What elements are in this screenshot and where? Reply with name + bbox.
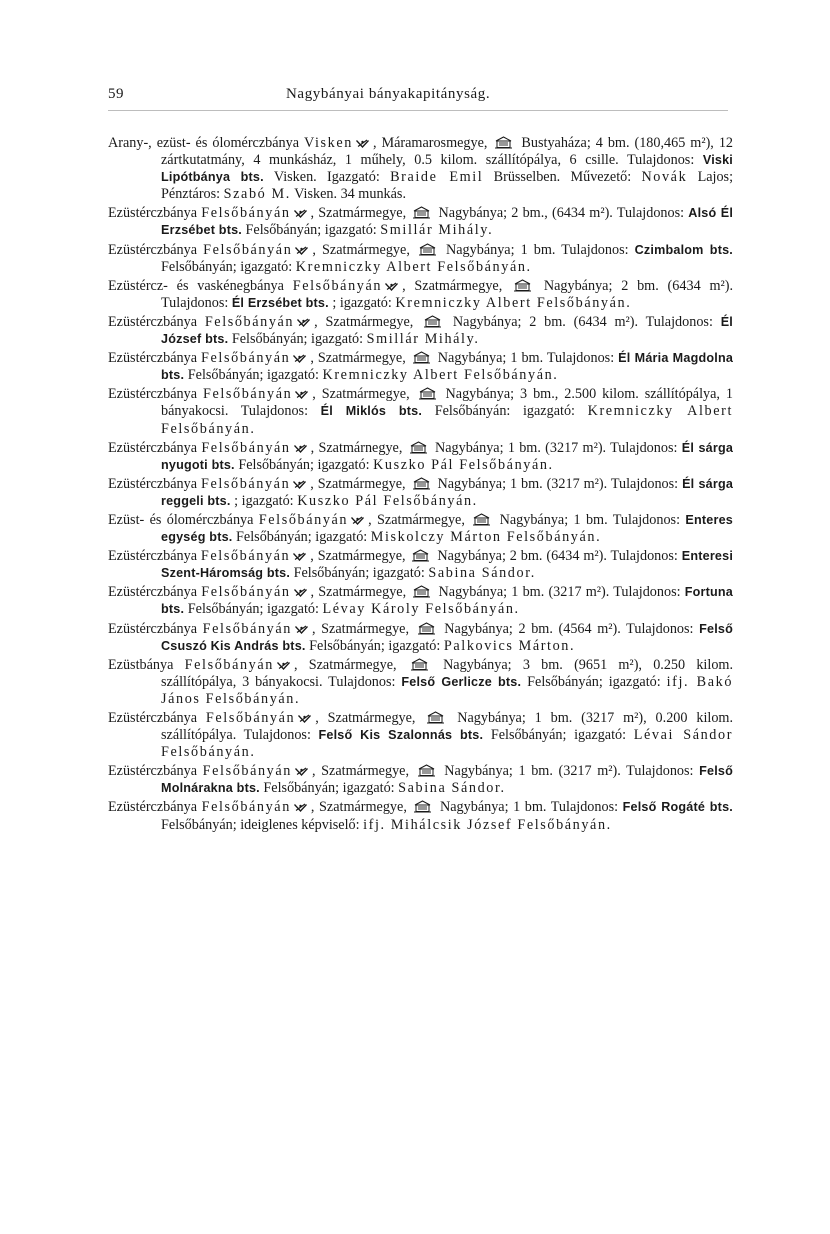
mine-location: Felsőbányán <box>258 511 349 528</box>
mine-location: Felsőbányán <box>200 475 291 492</box>
owner-name: Felső Gerlicze bts. <box>401 674 522 689</box>
mine-location: Felsőbányán <box>201 799 291 816</box>
mine-type: Ezüstérczbánya <box>108 313 198 330</box>
mine-type: Ezüstérczbánya <box>108 763 198 780</box>
crossed-hammers-icon <box>297 713 312 724</box>
crossed-hammers-icon <box>293 802 308 813</box>
county: , Szatmármegye, <box>310 205 407 222</box>
post-office-name: Nagybánya <box>443 656 508 673</box>
entry-details: ; 1 bm. Tulajdonos: <box>564 511 681 528</box>
owner-name: Czimbalom bts. <box>634 242 733 257</box>
crossed-hammers-icon <box>292 479 307 490</box>
post-office-icon <box>417 622 436 635</box>
post-office-name: Nagybánya <box>499 511 565 528</box>
director-name: Lévai Sándor Felsőbányán. <box>161 727 734 761</box>
entry-details: ; 1 bm. Tulajdonos: <box>504 799 619 816</box>
county: , Szatmármegye, <box>293 656 397 673</box>
director-name: Kremniczky Albert Felsőbányán. <box>395 294 632 311</box>
entry-details: Felsőbányán: igazgató: <box>434 403 575 420</box>
post-office-name: Nagybánya <box>444 620 509 637</box>
entry-details: Felsőbányán; igazgató: <box>187 367 319 384</box>
mine-type: Ezüstérczbánya <box>108 710 198 726</box>
entry-details: Felsőbányán; igazgató: <box>527 673 661 690</box>
entry-details: Felsőbányán; igazgató: <box>490 727 627 744</box>
post-office-name: Nagybánya <box>434 439 500 456</box>
post-office-icon <box>412 351 431 364</box>
county: , Szatmármegye, <box>368 511 465 528</box>
mine-type: Ezüstérczbánya <box>108 799 198 816</box>
entry-details: Visken. 34 munkás. <box>294 186 406 203</box>
mine-entry <box>108 476 733 510</box>
mine-entry <box>108 763 733 797</box>
county: , Szatmármegye, <box>310 584 407 601</box>
post-office-name: Bustyaháza <box>521 135 587 151</box>
post-office-name: Nagybánya <box>438 205 504 222</box>
director-name: Smillár Mihály. <box>366 331 480 348</box>
post-office-name: Nagybánya <box>437 350 503 367</box>
mine-location: Felsőbányán <box>202 620 292 637</box>
mine-entry <box>108 135 733 203</box>
county: , Szatmármegye, <box>402 277 503 294</box>
owner-name: Él Erzsébet bts. <box>231 295 329 310</box>
entry-details: Felsőbányán; igazgató: <box>238 456 370 473</box>
county: , Máramarosmegye, <box>372 135 488 151</box>
post-office-icon <box>494 136 513 149</box>
owner-name: Alsó Él Erzsébet bts. <box>161 206 734 238</box>
entry-details: Lajos; Pénztáros: <box>161 169 734 203</box>
entry-details: ; 2 bm. (6434 m²). Tulajdonos: <box>501 548 678 565</box>
director-name: Braide Emil <box>390 169 484 186</box>
page-header <box>108 86 728 106</box>
entry-details: ; 3 bm. (9651 m²), 0.250 kilom. szállítópálya, 3 bányakocsi. Tulajdonos: <box>161 656 733 690</box>
county: , Szatmármegye, <box>314 313 414 330</box>
mine-location: Felsőbányán <box>202 386 293 403</box>
director-name: Palkovics Márton. <box>443 637 576 654</box>
entry-details: ; 2 bm., (6434 m²). Tulajdonos: <box>503 205 685 222</box>
owner-name: Felső Rogáté bts. <box>622 800 733 815</box>
crossed-hammers-icon <box>276 660 291 671</box>
post-office-name: Nagybánya <box>444 763 509 780</box>
mine-location: Felsőbányán <box>201 584 291 601</box>
post-office-icon <box>472 513 491 526</box>
entry-details: ; 1 bm. (3217 m²). Tulajdonos: <box>499 439 678 456</box>
owner-name: Felső Kis Szalonnás bts. <box>318 728 484 743</box>
mine-location: Felsőbányán <box>201 350 291 367</box>
director-name: Smillár Mihály. <box>380 222 494 239</box>
post-office-name: Nagybánya <box>452 313 518 330</box>
mine-entry <box>108 314 733 348</box>
crossed-hammers-icon <box>292 551 307 562</box>
entry-details: ; 1 bm. (3217 m²). Tulajdonos: <box>503 584 681 601</box>
entry-details: Felsőbányán; ideiglenes képviselő: <box>161 816 360 833</box>
mine-entry <box>108 710 733 761</box>
post-office-icon <box>409 441 428 454</box>
mine-entry <box>108 205 733 239</box>
owner-name: Fortuna bts. <box>161 585 734 617</box>
county: , Szatmármegye, <box>312 241 410 258</box>
post-office-icon <box>417 764 436 777</box>
post-office-name: Nagybánya <box>438 584 504 601</box>
crossed-hammers-icon <box>294 766 309 777</box>
post-office-name: Nagybánya <box>457 710 522 726</box>
mine-type: Ezüstérczbánya <box>108 584 198 601</box>
owner-name: Él Mária Magdolna bts. <box>161 351 734 383</box>
county: , Szatmármegye, <box>310 799 407 816</box>
running-title: Nagybányai bányakapitányság. <box>286 86 491 102</box>
post-office-name: Nagybánya <box>445 386 511 403</box>
mine-entry <box>108 548 733 582</box>
mine-entry <box>108 657 733 708</box>
entry-details: ; 1 bm. Tulajdonos: <box>510 241 629 258</box>
director-name: Kremniczky Albert Felsőbányán. <box>295 258 532 275</box>
director-name: ifj. Bakó János Felsőbányán. <box>161 673 734 707</box>
crossed-hammers-icon <box>355 138 370 149</box>
mine-entry <box>108 242 733 276</box>
mine-entry <box>108 512 733 546</box>
mine-type: Ezüst- és ólomérczbánya <box>108 511 254 528</box>
director-name: ifj. Mihálcsik József Felsőbányán. <box>363 816 612 833</box>
owner-name: Él sárga reggeli bts. <box>161 476 734 508</box>
entry-details: ; 2 bm. (6434 m²). Tulajdonos: <box>517 313 713 330</box>
post-office-name: Nagybánya <box>446 241 511 258</box>
post-office-icon <box>423 315 442 328</box>
director-name: Kuszko Pál Felsőbányán. <box>297 492 478 509</box>
owner-name: Él Miklós bts. <box>320 404 423 419</box>
owner-name: Él József bts. <box>161 314 733 347</box>
owner-name: Felső Csuszó Kis András bts. <box>161 621 734 653</box>
mine-type: Ezüstérczbánya <box>108 386 198 403</box>
entry-details: Felsőbányán; igazgató: <box>236 529 368 546</box>
mine-type: Ezüstércz- és vaskénegbánya <box>108 277 284 294</box>
entry-details: ; 1 bm. (3217 m²), 0.200 kilom. szállítópálya. Tulajdonos: <box>161 710 734 744</box>
county: , Szatmármegye, <box>315 710 416 726</box>
crossed-hammers-icon <box>293 208 308 219</box>
county: , Szatmárnegye, <box>310 439 403 456</box>
entry-details: ; 3 bm., 2.500 kilom. szállítópálya, 1 bányakocsi. Tulajdonos: <box>161 386 734 420</box>
post-office-name: Nagybánya <box>543 277 609 294</box>
post-office-icon <box>418 243 437 256</box>
mine-type: Ezüstérczbánya <box>108 205 198 222</box>
mine-type: Ezüstbánya <box>108 656 174 673</box>
mine-location: Felsőbányán <box>202 763 292 780</box>
mine-location: Felsőbányán <box>204 313 295 330</box>
post-office-icon <box>426 711 445 724</box>
owner-name: Felső Molnárakna bts. <box>161 764 734 796</box>
entry-details: Felsőbányán; igazgató: <box>187 601 319 618</box>
entry-details: ; 1 bm. (3217 m²). Tulajdonos: <box>508 763 694 780</box>
crossed-hammers-icon <box>350 515 365 526</box>
mine-type: Ezüstérczbánya <box>108 620 198 637</box>
mine-entry <box>108 386 733 437</box>
mine-entry <box>108 799 733 833</box>
mine-entry <box>108 440 733 474</box>
crossed-hammers-icon <box>296 317 311 328</box>
entry-details: Felsőbányán; igazgató: <box>293 565 425 582</box>
crossed-hammers-icon <box>294 389 309 400</box>
owner-name: Enteres egység bts. <box>161 512 733 545</box>
entry-details: ; 1 bm. (3217 m²). Tulajdonos: <box>502 475 679 492</box>
entry-details: Felsőbányán; igazgató: <box>245 222 377 239</box>
director-name: Miskolczy Márton Felsőbányán. <box>370 529 602 546</box>
crossed-hammers-icon <box>294 245 309 256</box>
page-number: 59 <box>108 86 124 102</box>
mine-type: Ezüstérczbánya <box>108 350 198 367</box>
county: , Szatmármegye, <box>310 350 406 367</box>
director-name: Kremniczky Albert Felsőbányán. <box>161 403 734 437</box>
post-office-icon <box>412 585 431 598</box>
entry-details: Felsőbányán; igazgató: <box>263 780 395 797</box>
director-name: Kremniczky Albert Felsőbányán. <box>322 367 559 384</box>
county: , Szatmármegye, <box>311 620 410 637</box>
mine-type: Ezüstérczbánya <box>108 439 198 456</box>
post-office-name: Nagybánya <box>440 799 505 816</box>
owner-name: Él sárga nyugoti bts. <box>161 440 734 472</box>
mine-type: Arany-, ezüst- és ólomérczbánya <box>108 135 300 151</box>
cashier-name: Szabó M. <box>223 186 291 203</box>
post-office-icon <box>412 477 431 490</box>
county: , Szatmármegye, <box>310 475 406 492</box>
mine-entry-list <box>108 135 733 836</box>
entry-details: ; 4 bm. (180,465 m²), 12 zártkutatmány, 4 munkásház, 1 műhely, 0.5 kilom. szállítópálya, 6 csille. Tulajdonos: <box>161 135 734 169</box>
director-name: Sabina Sándor. <box>428 565 536 582</box>
county: , Szatmármegye, <box>310 548 406 565</box>
entry-details: ; 1 bm. Tulajdonos: <box>502 350 615 367</box>
entry-details: Felsőbányán; igazgató: <box>309 637 441 654</box>
mine-entry <box>108 621 733 655</box>
director-name: Kuszko Pál Felsőbányán. <box>373 456 554 473</box>
director-name: Lévay Károly Felsőbányán. <box>322 601 520 618</box>
mine-type: Ezüstérczbánya <box>108 548 198 565</box>
entry-details: ; 2 bm. (6434 m²). Tulajdonos: <box>161 277 734 311</box>
mine-entry <box>108 278 733 312</box>
post-office-icon <box>513 279 532 292</box>
post-office-icon <box>413 800 432 813</box>
county: , Szatmármegye, <box>312 386 410 403</box>
entry-details: ; igazgató: <box>332 294 392 311</box>
entry-details: Felsőbányán; igazgató: <box>161 258 293 275</box>
post-office-name: Nagybánya <box>437 548 502 565</box>
owner-name: Enteresi Szent-Háromság bts. <box>161 549 734 581</box>
mine-location: Visken <box>304 135 353 151</box>
mine-type: Ezüstérczbánya <box>108 475 198 492</box>
mine-location: Felsőbányán <box>201 205 291 222</box>
entry-details: ; 2 bm. (4564 m²). Tulajdonos: <box>508 620 694 637</box>
director-name: Sabina Sándor. <box>398 780 506 797</box>
mine-location: Felsőbányán <box>203 241 293 258</box>
mine-location: Felsőbányán <box>201 439 291 456</box>
crossed-hammers-icon <box>384 281 399 292</box>
post-office-icon <box>418 387 437 400</box>
crossed-hammers-icon <box>294 624 309 635</box>
entry-details: Felsőbányán; igazgató: <box>231 331 364 348</box>
entry-details: Visken. Igazgató: <box>273 169 380 186</box>
county: , Szatmármegye, <box>311 763 410 780</box>
mine-entry <box>108 350 733 384</box>
mine-location: Felsőbányán <box>205 710 296 726</box>
mine-type: Ezüstérczbánya <box>108 241 198 258</box>
crossed-hammers-icon <box>293 443 308 454</box>
header-rule <box>108 110 728 111</box>
post-office-icon <box>410 658 429 671</box>
post-office-icon <box>411 549 430 562</box>
mine-location: Felsőbányán <box>200 548 291 565</box>
mine-location: Felsőbányán <box>184 656 274 673</box>
crossed-hammers-icon <box>293 587 308 598</box>
foreman-name: Novák <box>641 169 688 186</box>
mine-entry <box>108 584 733 618</box>
entry-details: Brüsselben. Művezető: <box>493 169 632 186</box>
mine-location: Felsőbányán <box>292 277 383 294</box>
entry-details: ; igazgató: <box>234 492 294 509</box>
post-office-icon <box>412 206 431 219</box>
owner-name: Viski Lipótbánya bts. <box>161 153 734 185</box>
post-office-name: Nagybánya <box>437 475 503 492</box>
crossed-hammers-icon <box>292 353 307 364</box>
